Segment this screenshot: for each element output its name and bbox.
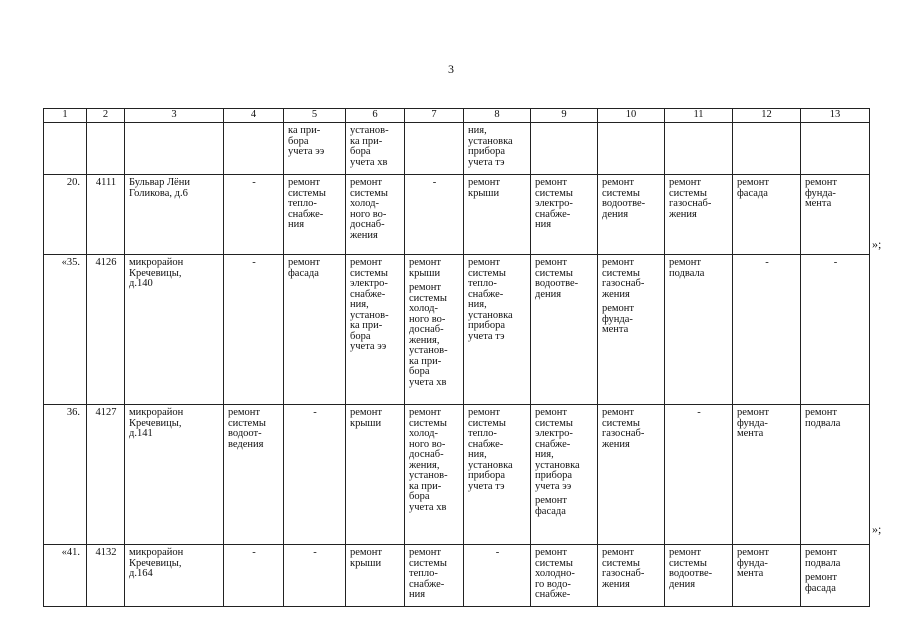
page-number: 3 <box>448 62 454 76</box>
table-cell <box>598 123 665 175</box>
cell-text: ремонт системы тепло- снабже- ния, установка прибора учета тэ <box>468 407 513 492</box>
table-cell <box>125 405 224 545</box>
column-number-6: 6 <box>346 109 405 123</box>
table-cell <box>464 405 531 545</box>
cell-text: ремонт системы газоснаб- жения <box>602 257 645 300</box>
table-cell <box>801 255 870 405</box>
table-row <box>44 175 870 255</box>
table-cell <box>44 123 87 175</box>
cell-text: ремонт системы газоснаб- жения <box>602 547 645 590</box>
cell-text: ния, установка прибора учета тэ <box>468 125 513 168</box>
cell-text: ремонт системы электро- снабже- ния <box>535 177 573 230</box>
cell-text: ремонт фасада <box>535 495 568 517</box>
column-number-3: 3 <box>125 109 224 123</box>
table-row <box>44 405 870 545</box>
cell-text: 4111 <box>95 177 117 188</box>
table-cell <box>125 545 224 607</box>
column-number-2: 2 <box>87 109 125 123</box>
table-cell <box>346 405 405 545</box>
table-cell <box>405 405 464 545</box>
table-cell <box>665 405 733 545</box>
table-cell <box>125 255 224 405</box>
cell-text: ремонт крыши <box>350 407 383 429</box>
table-cell <box>125 175 224 255</box>
column-number-4: 4 <box>224 109 284 123</box>
cell-text: ремонт подвала <box>805 407 841 429</box>
cell-text: - <box>495 547 500 558</box>
cell-text: «35. <box>61 257 80 268</box>
table-cell <box>44 175 87 255</box>
table-cell <box>284 123 346 175</box>
table-cell <box>44 545 87 607</box>
cell-text: ремонт фунда- мента <box>602 303 635 335</box>
cell-text: ремонт подвала <box>805 547 841 569</box>
cell-text: «41. <box>61 547 80 558</box>
cell-text: 20. <box>66 177 80 188</box>
column-number-13: 13 <box>801 109 870 123</box>
cell-text: ка при- бора учета ээ <box>288 125 325 157</box>
table-cell <box>346 255 405 405</box>
cell-text: - <box>697 407 701 418</box>
cell-text: ремонт системы холод- ного во- доснаб- жения, установ- ка при- бора учета хв <box>409 407 448 513</box>
table-cell <box>531 175 598 255</box>
table-cell <box>44 405 87 545</box>
table-cell <box>464 175 531 255</box>
table-cell <box>405 255 464 405</box>
table-cell <box>733 255 801 405</box>
column-number-1: 1 <box>44 109 87 123</box>
cell-text: ремонт подвала <box>669 257 705 279</box>
cell-text: ремонт фасада <box>805 572 838 594</box>
table-cell <box>665 255 733 405</box>
table-cell <box>224 175 284 255</box>
table-cell <box>598 255 665 405</box>
cell-text: 4132 <box>95 547 117 558</box>
cell-text: ремонт фунда- мента <box>737 407 770 439</box>
cell-text: ремонт фунда- мента <box>737 547 770 579</box>
table-cell <box>531 545 598 607</box>
column-number-12: 12 <box>733 109 801 123</box>
table-cell <box>87 123 125 175</box>
column-number-10: 10 <box>598 109 665 123</box>
cell-text: - <box>252 257 256 268</box>
cell-text: микрорайон Кречевицы, д.141 <box>129 407 184 439</box>
table-cell <box>405 545 464 607</box>
cell-text: микрорайон Кречевицы, д.164 <box>129 547 184 579</box>
table-cell <box>733 175 801 255</box>
cell-text: - <box>432 177 437 188</box>
table-cell <box>801 123 870 175</box>
table-cell <box>598 175 665 255</box>
cell-text: ремонт системы водоотве- дения <box>535 257 579 300</box>
cell-text: микрорайон Кречевицы, д.140 <box>129 257 184 289</box>
cell-text: ремонт системы водоотве- дения <box>602 177 646 220</box>
table-cell <box>405 123 464 175</box>
column-number-row <box>44 109 870 123</box>
cell-text: ремонт системы холод- ного во- доснаб- жения <box>350 177 388 241</box>
column-number-11: 11 <box>665 109 733 123</box>
cell-text: установ- ка при- бора учета хв <box>350 125 389 168</box>
cell-text: Бульвар Лёни Голикова, д.6 <box>129 177 190 199</box>
table-cell <box>665 175 733 255</box>
table-cell <box>598 545 665 607</box>
cell-text: - <box>765 257 769 268</box>
cell-text: ремонт фунда- мента <box>805 177 838 209</box>
table-cell <box>224 123 284 175</box>
table-cell <box>665 545 733 607</box>
table-cell <box>87 255 125 405</box>
table-cell <box>531 255 598 405</box>
table-cell <box>284 545 346 607</box>
column-number-5: 5 <box>284 109 346 123</box>
table-cell <box>464 255 531 405</box>
cell-text: - <box>252 547 256 558</box>
cell-text: ремонт фасада <box>737 177 770 199</box>
table-cell <box>224 545 284 607</box>
cell-text: ремонт крыши <box>468 177 501 199</box>
table-cell <box>801 545 870 607</box>
table-cell <box>224 405 284 545</box>
cell-text: - <box>313 407 317 418</box>
cell-text: 4127 <box>95 407 117 418</box>
cell-text: ремонт фасада <box>288 257 321 279</box>
table-cell <box>87 175 125 255</box>
cell-text: ремонт системы водоотве- дения <box>669 547 713 590</box>
cell-text: 36. <box>66 407 80 418</box>
table-cell <box>733 545 801 607</box>
table-cell <box>284 255 346 405</box>
table-cell <box>87 405 125 545</box>
table-cell <box>464 123 531 175</box>
cell-text: ремонт системы газоснаб- жения <box>602 407 645 450</box>
cell-text: ремонт системы электро- снабже- ния, установка прибора учета ээ <box>535 407 580 492</box>
cell-text: 4126 <box>95 257 117 268</box>
table-cell <box>284 405 346 545</box>
cell-text: ремонт системы холод- ного во- доснаб- жения, установ- ка при- бора учета хв <box>409 282 448 388</box>
cell-text: - <box>252 177 256 188</box>
table-row <box>44 545 870 607</box>
table-cell <box>531 405 598 545</box>
cell-text: ремонт системы газоснаб- жения <box>669 177 712 220</box>
table-cell <box>464 545 531 607</box>
table-cell <box>284 175 346 255</box>
column-number-9: 9 <box>531 109 598 123</box>
table-cell <box>224 255 284 405</box>
cell-text: ремонт системы электро- снабже- ния, установ- ка при- бора учета ээ <box>350 257 389 352</box>
table-cell <box>531 123 598 175</box>
cell-text: ремонт системы тепло- снабже- ния <box>288 177 326 230</box>
table-cell <box>346 123 405 175</box>
table-cell <box>665 123 733 175</box>
repair-schedule-table <box>43 108 870 607</box>
table-cell <box>405 175 464 255</box>
table-cell <box>598 405 665 545</box>
cell-text: - <box>313 547 317 558</box>
table-row <box>44 255 870 405</box>
table-cell <box>801 175 870 255</box>
cell-text: ремонт системы тепло- снабже- ния <box>409 547 447 600</box>
table-cell <box>733 405 801 545</box>
cell-text: ремонт системы тепло- снабже- ния, установка прибора учета тэ <box>468 257 513 342</box>
table-cell <box>346 545 405 607</box>
table-cell <box>733 123 801 175</box>
cell-text: ремонт системы холодно- го водо- снабже- <box>535 547 575 600</box>
row-ending-mark: »; <box>872 237 882 251</box>
table-cell <box>346 175 405 255</box>
column-number-8: 8 <box>464 109 531 123</box>
column-number-7: 7 <box>405 109 464 123</box>
cell-text: ремонт системы водоот- ведения <box>228 407 266 450</box>
cell-text: ремонт крыши <box>350 547 383 569</box>
table-row <box>44 123 870 175</box>
cell-text: ремонт крыши <box>409 257 442 279</box>
cell-text: - <box>833 257 838 268</box>
table-cell <box>801 405 870 545</box>
row-ending-mark: »; <box>872 522 882 536</box>
table-cell <box>125 123 224 175</box>
table-cell <box>87 545 125 607</box>
table-cell <box>44 255 87 405</box>
